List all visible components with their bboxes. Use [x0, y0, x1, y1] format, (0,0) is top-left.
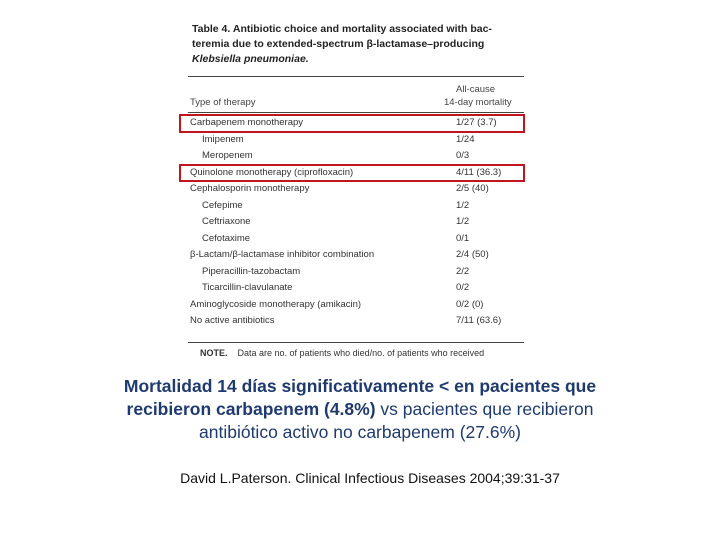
table-row: [188, 247, 524, 264]
table-caption: Antibiotic choice and mortality associated with bac-teremia due to extended-spectrum β-lactamase–producing: [192, 23, 492, 50]
highlight-box: [179, 164, 525, 183]
row-value: 7/11 (63.6): [456, 315, 502, 326]
row-label: β-Lactam/β-lactamase inhibitor combination: [190, 249, 375, 260]
summary-text: [90, 375, 630, 444]
citation: David L.Paterson. Clinical Infectious Diseases 2004;39:31-37: [180, 470, 560, 486]
row-value: 2/4 (50): [456, 249, 489, 260]
note-text: Data are no. of patients who died/no. of patients who received: [237, 348, 485, 358]
table-row: [188, 181, 524, 198]
table-row: [188, 214, 524, 231]
row-value: 2/5 (40): [456, 183, 489, 194]
table-row: [188, 264, 524, 281]
table-title: [192, 22, 524, 67]
col-header-value-line1: All-cause: [456, 84, 496, 95]
row-label: Quinolone monotherapy (ciprofloxacin): [190, 166, 354, 178]
row-label: Cefepime: [202, 199, 243, 211]
highlight-box: [179, 114, 525, 133]
table-row: [188, 198, 524, 215]
row-value: 1/24: [456, 133, 475, 145]
row-label: Ceftriaxone: [202, 216, 251, 227]
row-value: 0/2: [456, 282, 470, 293]
row-value: 2/2: [456, 265, 470, 277]
row-value: 0/1: [456, 232, 470, 244]
table-note: [200, 348, 484, 358]
table-row: [188, 231, 524, 248]
row-value: 1/2: [456, 199, 470, 211]
row-value: 1/27 (3.7): [456, 117, 497, 128]
row-label: No active antibiotics: [190, 315, 275, 326]
table-row: [188, 297, 524, 314]
row-value: 0/3: [456, 150, 470, 161]
row-label: Piperacillin-tazobactam: [202, 265, 301, 277]
row-label: Ticarcillin-clavulanate: [202, 282, 293, 293]
row-label: Carbapenem monotherapy: [190, 117, 304, 128]
table-number: Table 4.: [192, 23, 231, 35]
table-row: [188, 313, 524, 330]
note-label: NOTE.: [200, 348, 228, 358]
row-label: Cefotaxime: [202, 232, 251, 244]
row-value: 4/11 (36.3): [456, 166, 502, 178]
table-row: [188, 132, 524, 149]
header-rule: [188, 112, 524, 113]
bottom-rule: [188, 342, 524, 343]
table-row: [188, 148, 524, 165]
top-rule: [188, 76, 524, 77]
row-value: 0/2 (0): [456, 298, 484, 310]
table-row: [188, 280, 524, 297]
table-figure: [186, 22, 526, 362]
summary-bold: Mortalidad 14 días significativamente < en pacientes que recibieron carbapenem (4.8%): [123, 376, 597, 419]
col-header-label: Type of therapy: [190, 97, 256, 108]
row-label: Aminoglycoside monotherapy (amikacin): [190, 298, 362, 310]
summary-normal: vs pacientes que recibieron antibiótico activo no carbapenem (27.6%): [199, 399, 594, 442]
col-header-value-line2: 14-day mortality: [444, 97, 512, 108]
table-caption-organism: Klebsiella pneumoniae.: [192, 53, 309, 65]
row-label: Imipenem: [202, 133, 244, 145]
row-label: Cephalosporin monotherapy: [190, 183, 310, 194]
row-label: Meropenem: [202, 150, 253, 161]
row-value: 1/2: [456, 216, 470, 227]
